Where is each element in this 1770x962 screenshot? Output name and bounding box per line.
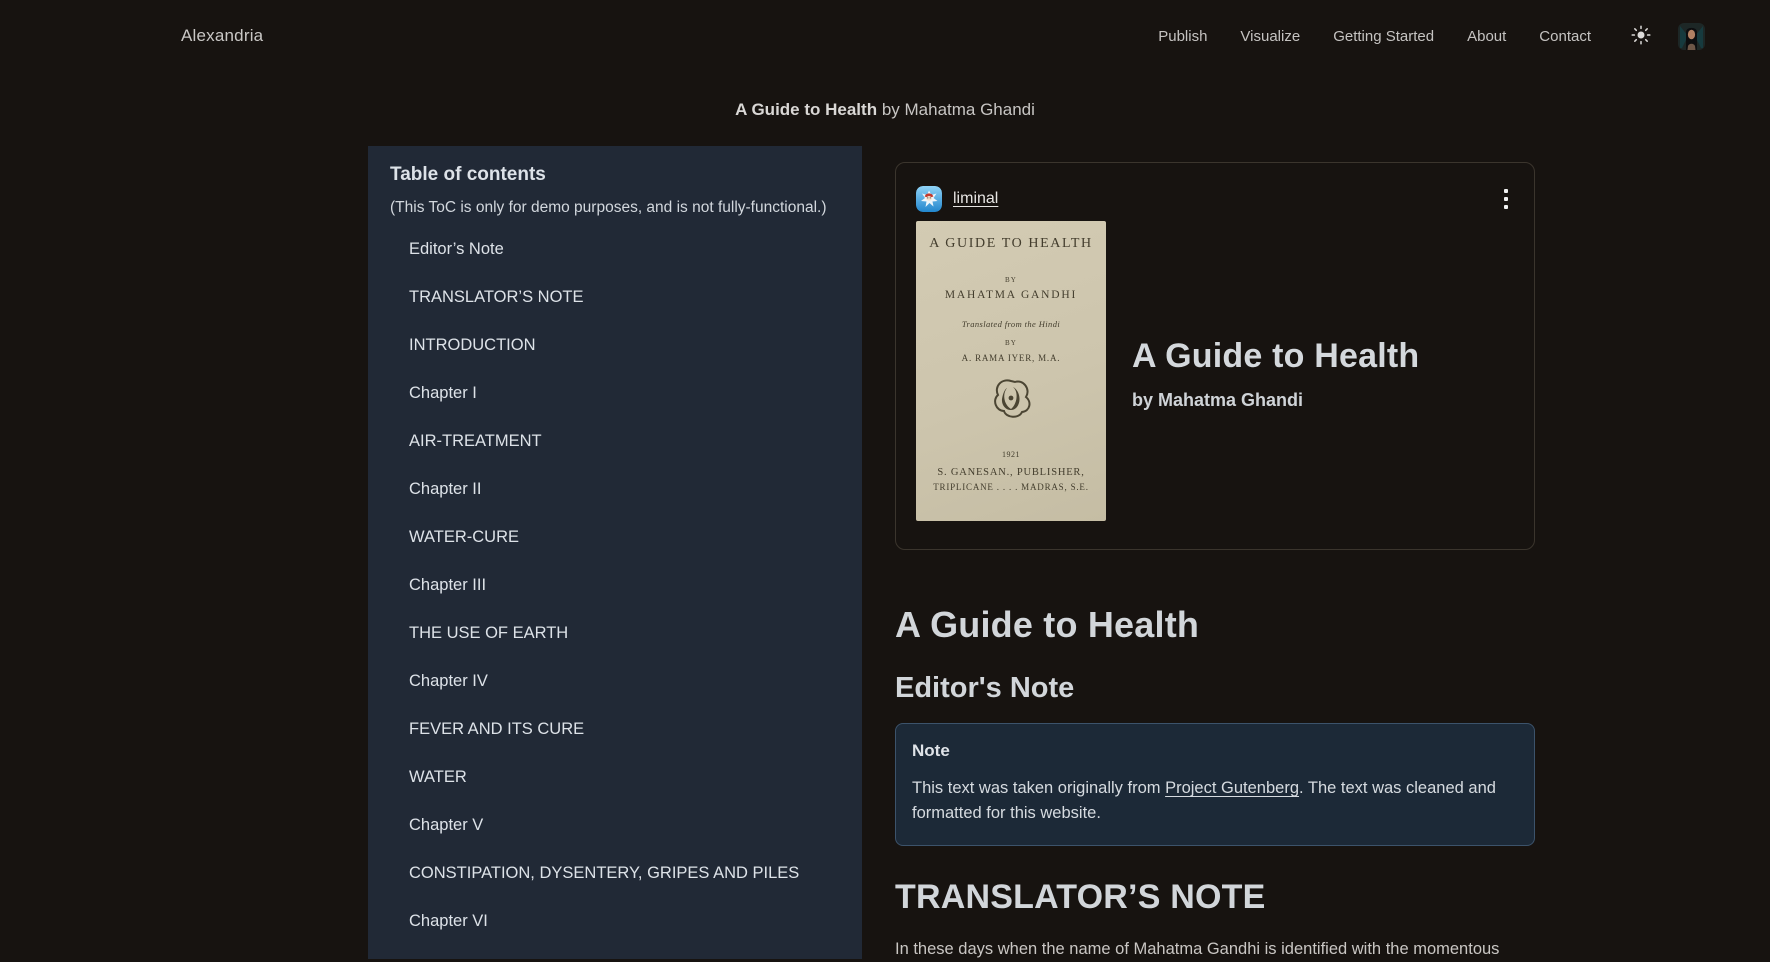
card-book-author: by Mahatma Ghandi bbox=[1132, 390, 1304, 410]
toc-item-editors-note[interactable]: Editor’s Note bbox=[409, 239, 504, 258]
toc-item-fever-cure[interactable]: FEVER AND ITS CURE bbox=[409, 719, 585, 738]
content-column bbox=[895, 146, 1535, 962]
editors-note-heading: Editor's Note bbox=[895, 672, 1075, 704]
toc-item-chapter-3[interactable]: Chapter III bbox=[409, 575, 487, 594]
publisher-link[interactable]: liminal bbox=[953, 190, 999, 207]
toc-item-chapter-2[interactable]: Chapter II bbox=[409, 479, 482, 498]
note-callout bbox=[895, 723, 1535, 846]
nav-link-publish[interactable]: Publish bbox=[1158, 27, 1208, 45]
page-subtitle bbox=[0, 100, 1770, 120]
theme-toggle-button[interactable] bbox=[1631, 25, 1651, 48]
nav-link-about[interactable]: About bbox=[1467, 27, 1507, 45]
cover-author: MAHATMA GANDHI bbox=[944, 289, 1078, 301]
page-subtitle-byline: by Mahatma Ghandi bbox=[877, 100, 1035, 119]
toc-item-chapter-1[interactable]: Chapter I bbox=[409, 383, 477, 402]
note-label: Note bbox=[912, 741, 950, 760]
user-avatar[interactable] bbox=[1678, 23, 1705, 50]
toc-list bbox=[390, 225, 840, 945]
card-titles bbox=[1132, 337, 1419, 521]
book-card bbox=[895, 162, 1535, 550]
nav-link-visualize[interactable]: Visualize bbox=[1240, 27, 1301, 45]
book-card-body bbox=[916, 221, 1514, 521]
cover-publisher-line2: TRIPLICANE . . . . MADRAS, S.E. bbox=[933, 482, 1089, 492]
card-book-title: A Guide to Health bbox=[1132, 337, 1420, 375]
toc-heading: Table of contents bbox=[390, 164, 546, 185]
sun-icon bbox=[1631, 25, 1651, 48]
toc-item-chapter-5[interactable]: Chapter V bbox=[409, 815, 484, 834]
cover-year: 1921 bbox=[1002, 450, 1020, 459]
cover-translated-note: Translated from the Hindi bbox=[961, 319, 1061, 329]
toc-panel bbox=[368, 146, 862, 959]
toc-item-chapter-6[interactable]: Chapter VI bbox=[409, 911, 488, 930]
toc-disclaimer: (This ToC is only for demo purposes, and is not fully-functional.) bbox=[390, 199, 827, 216]
site-header bbox=[0, 0, 1770, 72]
nav-link-contact[interactable]: Contact bbox=[1539, 27, 1591, 45]
translators-note-heading: TRANSLATOR’S NOTE bbox=[895, 878, 1266, 916]
card-menu-button[interactable] bbox=[1498, 185, 1514, 213]
brand-logo[interactable]: Alexandria bbox=[181, 26, 264, 45]
cover-publisher-line1: S. GANESAN., PUBLISHER, bbox=[937, 467, 1085, 478]
toc-item-chapter-4[interactable]: Chapter IV bbox=[409, 671, 488, 690]
note-text-before: This text was taken originally from bbox=[912, 779, 1166, 797]
cover-translator: A. RAMA IYER, M.A. bbox=[961, 353, 1061, 363]
book-cover-image bbox=[916, 221, 1106, 521]
cover-title: A GUIDE TO HEALTH bbox=[929, 236, 1093, 251]
main-nav bbox=[1158, 28, 1591, 45]
toc-item-water[interactable]: WATER bbox=[409, 767, 467, 786]
toc-item-water-cure[interactable]: WATER-CURE bbox=[409, 527, 519, 546]
publisher-avatar-icon[interactable] bbox=[916, 186, 942, 212]
toc-item-constipation[interactable]: CONSTIPATION, DYSENTERY, GRIPES AND PILES bbox=[409, 863, 800, 882]
article-paragraph: In these days when the name of Mahatma Gandhi is identified with the momentous bbox=[895, 940, 1500, 958]
note-text-after: . The text was cleaned and formatted for this website. bbox=[912, 779, 1496, 822]
book-card-header bbox=[916, 185, 1514, 213]
kebab-menu-icon bbox=[1504, 189, 1508, 209]
note-text bbox=[912, 776, 1518, 826]
cover-by-upper: BY bbox=[1004, 276, 1018, 284]
page-subtitle-title: A Guide to Health bbox=[735, 100, 878, 119]
article-title: A Guide to Health bbox=[895, 604, 1200, 645]
printer-ornament-icon bbox=[916, 377, 1106, 421]
toc-item-introduction[interactable]: INTRODUCTION bbox=[409, 335, 536, 354]
toc-item-translators-note[interactable]: TRANSLATOR’S NOTE bbox=[409, 287, 584, 306]
cover-by-lower: BY bbox=[1004, 339, 1018, 347]
project-gutenberg-link[interactable]: Project Gutenberg bbox=[1165, 779, 1300, 797]
nav-link-getting-started[interactable]: Getting Started bbox=[1333, 27, 1435, 45]
toc-item-use-of-earth[interactable]: THE USE OF EARTH bbox=[409, 623, 569, 642]
toc-item-air-treatment[interactable]: AIR-TREATMENT bbox=[409, 431, 542, 450]
